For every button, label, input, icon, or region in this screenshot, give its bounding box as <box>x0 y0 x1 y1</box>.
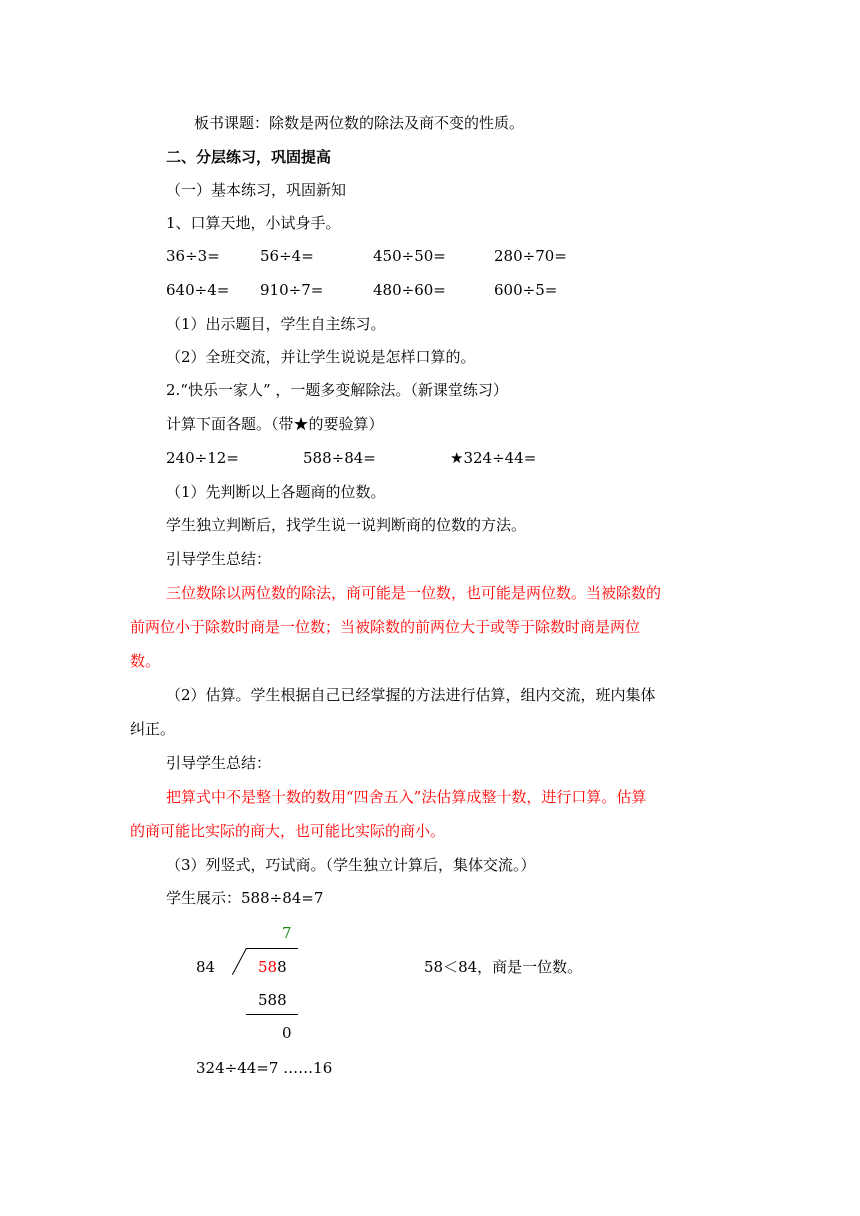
rule-summary-line: 把算式中不是整十数的数用“四舍五入”法估算成整十数，进行口算。估算 <box>166 788 647 806</box>
long-division-dividend <box>258 957 287 977</box>
exercise-2: 56÷4= <box>260 247 314 265</box>
calc-problem: 240÷12= <box>166 449 239 467</box>
paragraph: 学生独立判断后，找学生说一说判断商的位数的方法。 <box>166 516 527 534</box>
exercise-8: 600÷5= <box>494 281 558 299</box>
rule-summary-line: 前两位小于除数时商是一位数；当被除数的前两位大于或等于除数时商是两位 <box>130 618 641 636</box>
long-division-remainder: 0 <box>282 1024 292 1042</box>
division-bar <box>246 948 298 949</box>
board-title: 板书课题：除数是两位数的除法及商不变的性质。 <box>194 114 525 132</box>
calc-problem: 588÷84= <box>303 449 376 467</box>
subsection-heading: （一）基本练习，巩固新知 <box>166 181 347 199</box>
rule-summary-line: 的商可能比实际的商大，也可能比实际的商小。 <box>130 822 446 840</box>
exercise-5: 640÷4= <box>166 281 230 299</box>
guide-label: 引导学生总结： <box>166 754 272 772</box>
paragraph: 学生展示：588÷84=7 <box>166 889 324 907</box>
step-text: （1）先判断以上各题商的位数。 <box>166 483 386 501</box>
exercise-4: 280÷70= <box>494 247 567 265</box>
rule-summary-line: 三位数除以两位数的除法，商可能是一位数，也可能是两位数。当被除数的 <box>166 584 662 602</box>
exercise-6: 910÷7= <box>260 281 324 299</box>
calc-problem: ★324÷44= <box>450 449 537 467</box>
long-division-product: 588 <box>258 991 287 1009</box>
dividend-rest: 8 <box>277 958 287 976</box>
paragraph: （2）估算。学生根据自己已经掌握的方法进行估算，组内交流，班内集体 <box>166 686 656 704</box>
division-with-remainder: 324÷44=7 ……16 <box>196 1059 333 1077</box>
step-text: （1）出示题目，学生自主练习。 <box>166 315 386 333</box>
long-division-note: 58＜84，商是一位数。 <box>424 958 583 976</box>
guide-label: 引导学生总结： <box>166 550 272 568</box>
step-text: （3）列竖式，巧试商。（学生独立计算后，集体交流。） <box>166 856 536 874</box>
exercise-3: 450÷50= <box>373 247 446 265</box>
division-bracket <box>232 948 247 975</box>
step-text: （2）全班交流，并让学生说说是怎样口算的。 <box>166 348 476 366</box>
exercise-1: 36÷3= <box>166 247 220 265</box>
item-heading: 2.“快乐一家人” ，一题多变解除法。（新课堂练习） <box>166 381 508 399</box>
exercise-7: 480÷60= <box>373 281 446 299</box>
long-division-quotient: 7 <box>282 924 292 942</box>
section-heading: 二、分层练习，巩固提高 <box>166 148 332 166</box>
item-heading: 1、口算天地，小试身手。 <box>166 214 341 232</box>
calc-intro: 计算下面各题。（带★的要验算） <box>166 415 384 433</box>
paragraph: 纠正。 <box>130 720 176 738</box>
rule-summary-line: 数。 <box>130 652 161 670</box>
dividend-highlight: 58 <box>258 958 278 976</box>
subtraction-line <box>246 1014 298 1015</box>
long-division-divisor: 84 <box>196 958 216 976</box>
